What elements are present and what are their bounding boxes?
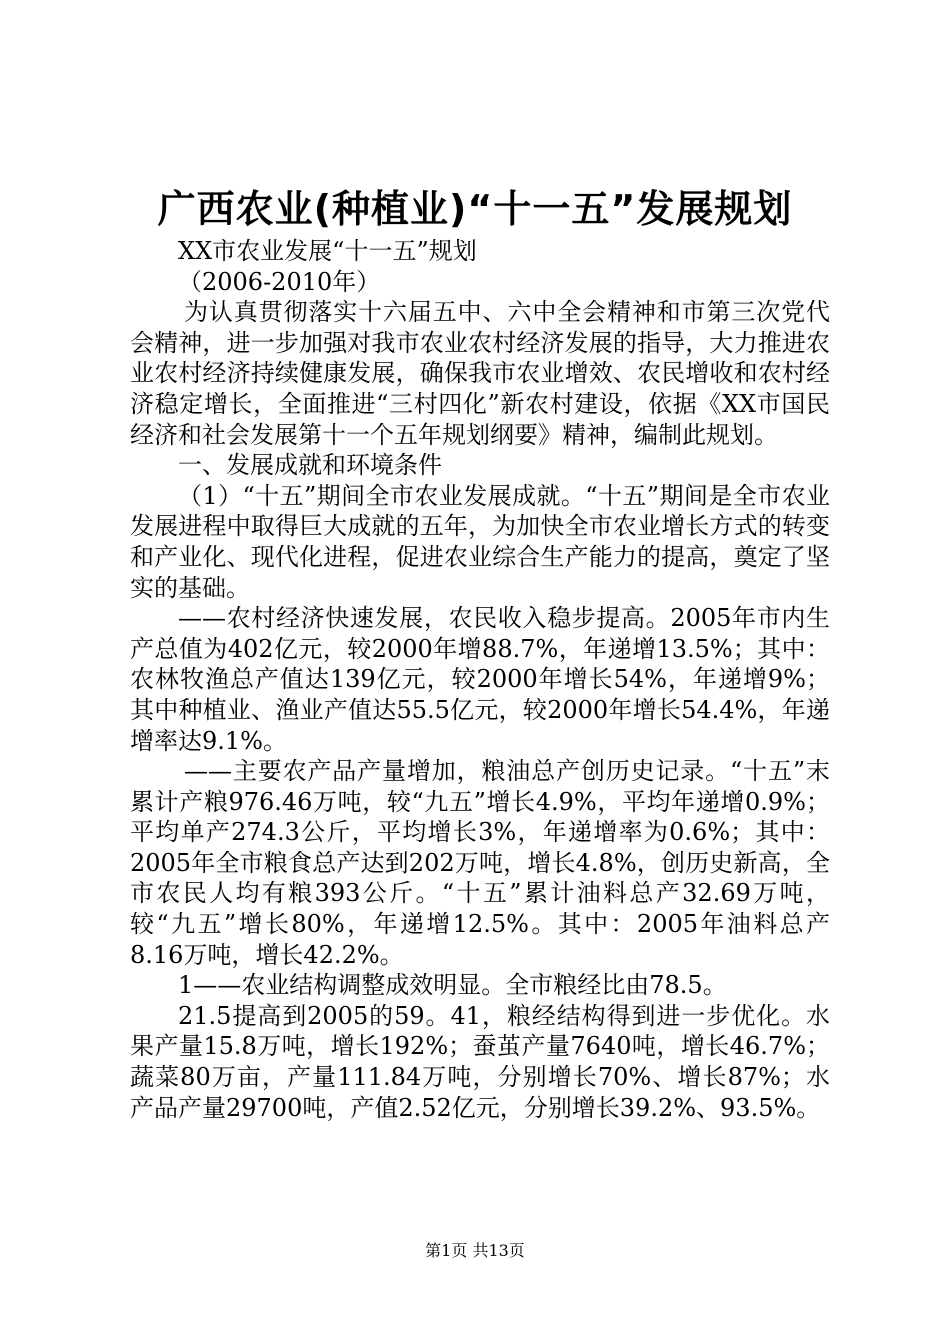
paragraph: 为认真贯彻落实十六届五中、六中全会精神和市第三次党代会精神，进一步加强对我市农业农村经济发展的指导，大力推进农业农村经济持续健康发展，确保我市农业增效、农民增收和农村经济稳定增长，全面推进“三村四化”新农村建设，依据《XX市国民经济和社会发展第十一个五年规划纲要》精神，编制此规划。 xyxy=(130,298,830,449)
subtitle-line: XX市农业发展“十一五”规划 xyxy=(178,237,477,265)
paragraph: 21.5提高到2005的59。41，粮经结构得到进一步优化。水果产量15.8万吨，增长192%；蚕茧产量7640吨，增长46.7%；蔬菜80万亩，产量111.84万吨，分别增长70%、增长87%；水产品产量29700吨，产值2.52亿元，分别增长39.2%、93.5%。 xyxy=(130,1001,830,1122)
paragraph: 1——农业结构调整成效明显。全市粮经比由78.5。 xyxy=(178,971,727,1000)
page-footer: 第1页 共13页 xyxy=(425,1241,525,1260)
document-body xyxy=(130,236,830,1123)
paragraph: （1）“十五”期间全市农业发展成就。“十五”期间是全市农业发展进程中取得巨大成就的五年，为加快全市农业增长方式的转变和产业化、现代化进程，促进农业综合生产能力的提高，奠定了坚实的基础。 xyxy=(130,481,830,602)
date-range-line: （2006-2010年） xyxy=(178,267,381,296)
paragraph: ——主要农产品产量增加，粮油总产创历史记录。“十五”末累计产粮976.46万吨，较“九五”增长4.9%，平均年递增0.9%；平均单产274.3公斤，平均增长3%，年递增率为0.6%；其中：2005年全市粮食总产达到202万吨，增长4.8%，创历史新高，全市农民人均有粮393公斤。“十五”累计油料总产32.69万吨，较“九五”增长80%，年递增12.5%。其中：2005年油料总产8.16万吨，增长42.2%。 xyxy=(130,757,830,969)
document-title: 广西农业(种植业)“十一五”发展规划 xyxy=(157,187,793,231)
section-heading: 一、发展成就和环境条件 xyxy=(178,451,442,480)
paragraph: ——农村经济快速发展，农民收入稳步提高。2005年市内生产总值为402亿元，较2000年增88.7%，年递增13.5%；其中：农林牧渔总产值达139亿元，较2000年增长54%，年递增9%；其中种植业、渔业产值达55.5亿元，较2000年增长54.4%，年递增率达9.1%。 xyxy=(130,604,830,755)
